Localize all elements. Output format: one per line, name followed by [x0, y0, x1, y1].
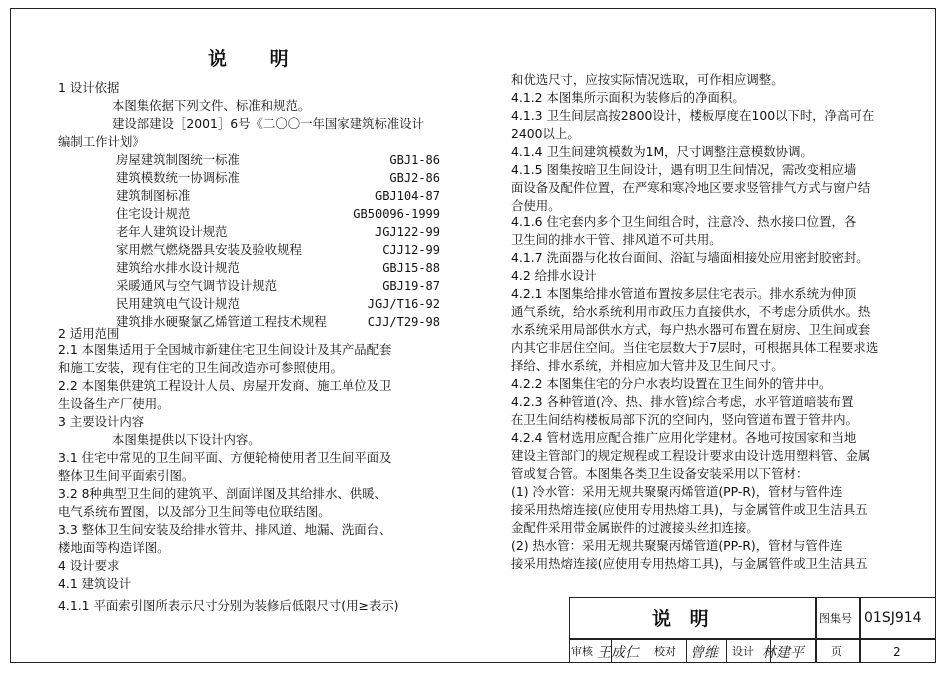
- reference-code: JGJ122-99: [374, 225, 440, 239]
- title-block-title: 说 明: [652, 608, 715, 630]
- right-text-line: 4.2 给排水设计: [511, 268, 597, 283]
- right-text-line: 4.2.2 本图集住宅的分户水表均设置在卫生间外的管井中。: [511, 376, 832, 391]
- left-text-line: 本图集提供以下设计内容。: [112, 432, 261, 447]
- right-text-line: 4.1.5 图集按暗卫生间设计，遇有明卫生间情况，需改变相应墙: [511, 162, 857, 177]
- left-text-line: 和施工安装，现有住宅的卫生间改造亦可参照使用。: [58, 360, 343, 375]
- right-text-line: 通气系统，给水系统利用市政压力直接供水，不考虑分质供水。热: [511, 304, 871, 319]
- design-label: 设计: [732, 645, 754, 658]
- atlas-number: 01SJ914: [864, 610, 922, 626]
- right-text-line: 择给、排水系统，并相应加大管井及卫生间尺寸。: [511, 358, 784, 373]
- reference-name: 建筑模数统一协调标准: [116, 170, 240, 185]
- left-text-line: 4.1 建筑设计: [58, 576, 132, 591]
- left-text-line: 本图集依据下列文件、标准和规范。: [112, 98, 311, 113]
- right-text-line: 金配件采用带金属嵌件的过渡接头丝扣连接。: [511, 520, 759, 535]
- reference-name: 采暖通风与空气调节设计规范: [116, 278, 278, 293]
- right-text-line: 面设备及配件位置，在严寒和寒冷地区要求竖管排气方式与窗户结: [511, 180, 871, 195]
- left-text-line: 2.2 本图集供建筑工程设计人员、房屋开发商、施工单位及卫: [58, 378, 392, 393]
- right-text-line: 4.2.1 本图集给排水管道布置按多层住宅表示。排水系统为伸顶: [511, 286, 857, 301]
- right-text-line: 4.1.3 卫生间层高按2800设计，楼板厚度在100以下时，净高可在: [511, 108, 875, 123]
- reference-name: 民用建筑电气设计规范: [116, 296, 240, 311]
- page-label: 页: [831, 645, 842, 658]
- check-signature: 曾维: [690, 645, 718, 661]
- reference-code: GBJ104-87: [374, 189, 440, 203]
- left-text-line: 电气系统布置图，以及部分卫生间等电位联结图。: [58, 504, 331, 519]
- left-text-line: 建设部建设［2001］6号《二〇〇一年国家建筑标准设计: [112, 116, 425, 131]
- right-text-line: 建设主管部门的规定规程或工程设计要求由设计选用塑料管、金属: [511, 448, 871, 463]
- reference-name: 建筑制图标准: [116, 188, 191, 203]
- reference-code: GBJ1-86: [389, 153, 440, 167]
- left-text-line: 4 设计要求: [58, 558, 120, 573]
- reference-name: 家用燃气燃烧器具安装及验收规程: [116, 242, 302, 257]
- left-text-line: 楼地面等构造详图。: [58, 540, 170, 555]
- right-text-line: 4.2.4 管材选用应配合推广应用化学建材。各地可按国家和当地: [511, 430, 857, 445]
- check-label: 校对: [654, 645, 676, 658]
- title-block-hline: [569, 638, 936, 640]
- right-text-line: 水系统采用局部供水方式，每户热水器可布置在厨房、卫生间或套: [511, 322, 871, 337]
- right-text-line: 4.1.2 本图集所示面积为装修后的净面积。: [511, 90, 745, 105]
- reference-name: 住宅设计规范: [116, 206, 191, 221]
- reference-code: JGJ/T16-92: [367, 297, 440, 311]
- reference-code: GBJ19-87: [382, 279, 440, 293]
- review-signature: 王成仁: [597, 645, 639, 661]
- title-block-vline-1: [815, 597, 817, 663]
- left-text-line: 1 设计依据: [58, 80, 120, 95]
- reference-code: GBJ2-86: [389, 171, 440, 185]
- right-text-line: 4.1.4 卫生间建筑模数为1M，尺寸调整注意模数协调。: [511, 144, 813, 159]
- reference-code: CJJ/T29-98: [367, 315, 440, 329]
- right-text-line: 接采用热熔连接(应使用专用热熔工具)，与金属管件或卫生洁具五: [511, 502, 868, 517]
- right-text-line: 和优选尺寸，应按实际情况选取，可作相应调整。: [511, 72, 784, 87]
- reference-name: 建筑排水硬聚氯乙烯管道工程技术规程: [116, 314, 327, 329]
- reference-name: 老年人建筑设计规范: [116, 224, 228, 239]
- right-text-line: 在卫生间结构楼板局部下沉的空间内，竖向管道布置于管井内。: [511, 412, 858, 427]
- right-text-line: 2400以上。: [511, 126, 580, 141]
- page-title: 说 明: [208, 48, 307, 70]
- left-text-line: 2 适用范围: [58, 326, 120, 341]
- right-text-line: 管或复合管。本图集各类卫生设备安装采用以下管材：: [511, 466, 809, 481]
- left-text-line: 3.3 整体卫生间安装及给排水管井、排风道、地漏、洗面台、: [58, 522, 392, 537]
- atlas-number-label: 图集号: [819, 612, 852, 625]
- design-signature: 林建平: [762, 645, 804, 661]
- title-block-vline-2: [859, 597, 861, 663]
- left-text-line: 整体卫生间平面索引图。: [58, 468, 195, 483]
- reference-code: CJJ12-99: [382, 243, 440, 257]
- reference-code: GB50096-1999: [353, 207, 440, 221]
- left-text-line: 生设备生产厂使用。: [58, 396, 170, 411]
- right-text-line: (1) 冷水管：采用无规共聚聚丙烯管道(PP-R)，管材与管件连: [511, 484, 843, 499]
- right-text-line: 4.1.6 住宅套内多个卫生间组合时，注意冷、热水接口位置，各: [511, 214, 857, 229]
- right-text-line: 接采用热熔连接(应使用专用热熔工具)，与金属管件或卫生洁具五: [511, 556, 868, 571]
- left-text-line: 3.1 住宅中常见的卫生间平面、方便轮椅使用者卫生间平面及: [58, 450, 392, 465]
- reference-code: GBJ15-88: [382, 261, 440, 275]
- left-text-line: 编制工作计划》: [58, 134, 145, 149]
- reference-name: 房屋建筑制图统一标准: [116, 152, 240, 167]
- title-block-vline-4: [686, 638, 687, 663]
- right-text-line: 内其它非居住空间。当住宅层数大于7层时，可根据具体工程要求选: [511, 340, 879, 355]
- right-text-line: 合使用。: [511, 198, 561, 213]
- review-label: 审核: [571, 645, 593, 658]
- page-number: 2: [893, 645, 901, 659]
- right-text-line: 4.1.7 洗面器与化妆台面间、浴缸与墙面相接处应用密封胶密封。: [511, 250, 869, 265]
- right-text-line: 4.2.3 各种管道(冷、热、排水管)综合考虑，水平管道暗装布置: [511, 394, 854, 409]
- reference-name: 建筑给水排水设计规范: [116, 260, 240, 275]
- right-text-line: 卫生间的排水干管、排风道不可共用。: [511, 232, 722, 247]
- right-text-line: (2) 热水管：采用无规共聚聚丙烯管道(PP-R)，管材与管件连: [511, 538, 843, 553]
- left-text-line: 3.2 8种典型卫生间的建筑平、剖面详图及其给排水、供暖、: [58, 486, 387, 501]
- title-block-vline-5: [726, 638, 727, 663]
- left-text-line: 3 主要设计内容: [58, 414, 145, 429]
- left-text-line: 2.1 本图集适用于全国城市新建住宅卫生间设计及其产品配套: [58, 342, 392, 357]
- left-text-line: 4.1.1 平面索引图所表示尺寸分别为装修后低限尺寸(用≥表示): [58, 598, 399, 613]
